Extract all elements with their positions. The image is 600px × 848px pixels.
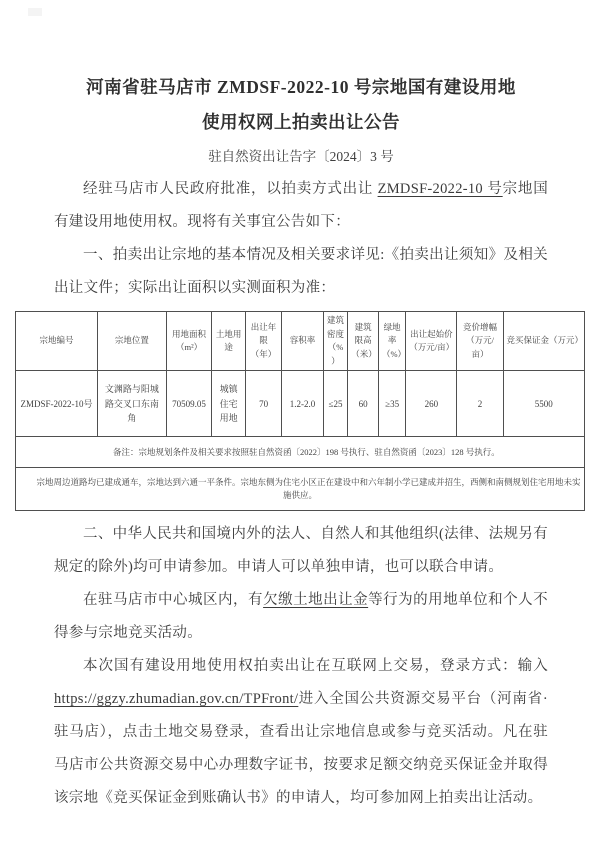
col-header-area: 用地面积（m²） xyxy=(166,312,212,371)
title-line-1: 河南省驻马店市 ZMDSF-2022-10 号宗地国有建设用地 xyxy=(86,77,516,97)
cell-plot-ratio: 1.2-2.0 xyxy=(282,371,324,437)
col-header-location: 宗地位置 xyxy=(97,312,166,371)
cell-green-rate: ≥35 xyxy=(378,371,405,437)
paragraph-online-trade xyxy=(54,650,548,815)
col-header-plot-ratio: 容积率 xyxy=(282,312,324,371)
page-title xyxy=(54,70,548,140)
cell-density: ≤25 xyxy=(323,371,347,437)
table-remark-row xyxy=(16,437,585,468)
col-header-term: 出让年限（年） xyxy=(245,312,281,371)
col-header-green-rate: 绿地率（%） xyxy=(378,312,405,371)
cell-land-use: 城镇住宅用地 xyxy=(212,371,246,437)
paragraph-restriction-text: 在驻马店市中心城区内，有 xyxy=(83,592,264,609)
cell-location: 文渊路与阳城路交叉口东南角 xyxy=(97,371,166,437)
paragraph-approval-text-2: 宗地国有建设用地使用权。现将有关事宜公告如下： xyxy=(54,181,549,230)
parcel-number-underlined: ZMDSF-2022-10 号 xyxy=(377,181,503,197)
paragraph-approval xyxy=(54,173,548,239)
arrears-underlined: 欠缴土地出让金 xyxy=(263,592,369,609)
cell-deposit: 5500 xyxy=(503,371,584,437)
cell-term: 70 xyxy=(245,371,281,437)
scan-artifact xyxy=(28,8,42,16)
paragraph-restriction-text-2: 等行为的用地单位和个人不得参与宗地竞买活动。 xyxy=(54,592,548,642)
table-header-row xyxy=(16,312,585,371)
paragraph-online-trade-text: 本次国有建设用地使用权拍卖出让在互联网上交易，登录方式：输入 xyxy=(83,658,548,675)
col-header-density: 建筑密度（%） xyxy=(323,312,347,371)
cell-start-price: 260 xyxy=(406,371,457,437)
paragraph-restriction xyxy=(54,584,548,650)
paragraph-online-trade-text-2: 进入全国公共资源交易平台（河南省·驻马店），点击土地交易登录，查看出让宗地信息或参与竞买活动。凡在驻马店市公共资源交易中心办理数字证书，按要求足额交纳竞买保证金并取得该宗地《竞买保证金到账确认书》的申请人，均可参加网上拍卖出让活动。 xyxy=(54,691,548,807)
col-header-land-use: 土地用途 xyxy=(212,312,246,371)
paragraph-approval-text: 经驻马店市人民政府批准，以拍卖方式出让 xyxy=(83,181,378,197)
col-header-height-limit: 建筑限高（米） xyxy=(348,312,379,371)
col-header-start-price: 出让起始价（万元/亩） xyxy=(406,312,457,371)
title-line-2: 使用权网上拍卖出让公告 xyxy=(202,112,400,132)
note-text: 宗地周边道路均已建成通车，宗地达到六通一平条件。宗地东侧为住宅小区正在建设中和六年制小学已建成并招生，西侧和南侧规划住宅用地未实施供应。 xyxy=(16,468,585,511)
parcel-data-row xyxy=(16,371,585,437)
platform-link[interactable]: https://ggzy.zhumadian.gov.cn/TPFront/ xyxy=(54,691,299,708)
col-header-bid-increment: 竞价增幅（万元/亩） xyxy=(457,312,503,371)
paragraph-section-2: 二、中华人民共和国境内外的法人、自然人和其他组织(法律、法规另有规定的除外)均可申请参加。申请人可以单独申请，也可以联合申请。 xyxy=(54,526,548,576)
parcel-info-table xyxy=(15,311,585,511)
table-note-row xyxy=(16,468,585,511)
col-header-deposit: 竞买保证金（万元） xyxy=(503,312,584,371)
col-header-parcel-id: 宗地编号 xyxy=(16,312,98,371)
cell-area: 70509.05 xyxy=(166,371,212,437)
cell-bid-increment: 2 xyxy=(457,371,503,437)
doc-number: 驻自然资出让告字〔2024〕3 号 xyxy=(208,149,394,164)
cell-height-limit: 60 xyxy=(348,371,379,437)
paragraph-section-1: 一、拍卖出让宗地的基本情况及相关要求详见:《拍卖出让须知》及相关出让文件；实际出让面积以实测面积为准： xyxy=(54,247,548,296)
remark-text: 备注：宗地规划条件及相关要求按照驻自然资函〔2022〕198 号执行、驻自然资函〔2023〕128 号执行。 xyxy=(16,437,585,468)
cell-parcel-id: ZMDSF-2022-10号 xyxy=(16,371,98,437)
